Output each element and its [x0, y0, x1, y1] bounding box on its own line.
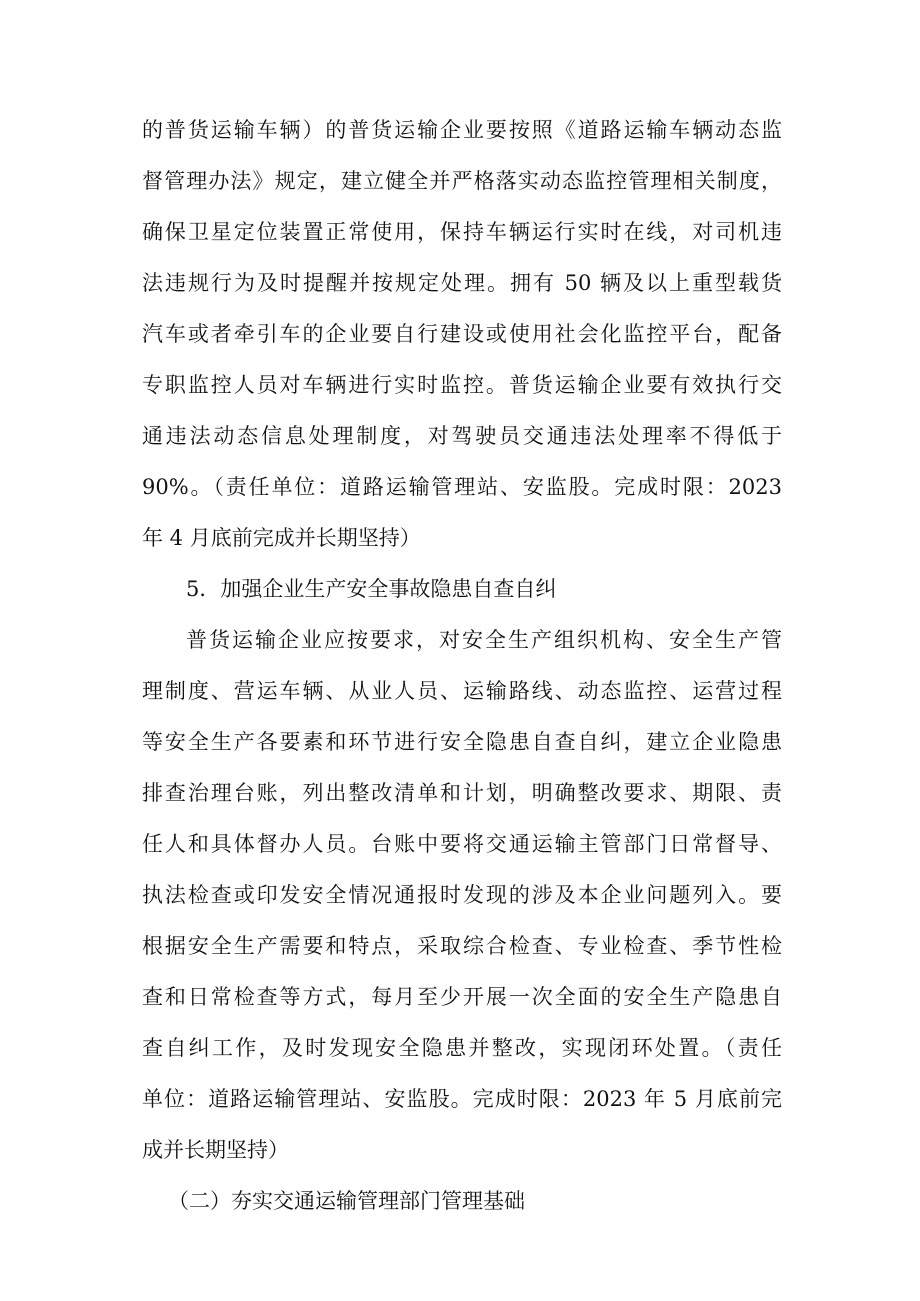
- paragraph-line: 年 4 月底前完成并长期坚持）: [142, 526, 421, 550]
- paragraph-line: 成并长期坚持）: [142, 1138, 289, 1162]
- paragraph-line: 督管理办法》规定，建立健全并严格落实动态监控管理相关制度，: [142, 169, 782, 193]
- section-2-heading: （二）夯实交通运输管理部门管理基础: [168, 1189, 525, 1213]
- paragraph-line: 执法检查或印发安全情况通报时发现的涉及本企业问题列入。要: [142, 883, 782, 907]
- paragraph-line: 理制度、营运车辆、从业人员、运输路线、动态监控、运营过程: [142, 679, 782, 703]
- paragraph-line: 确保卫星定位装置正常使用，保持车辆运行实时在线，对司机违: [142, 220, 782, 244]
- paragraph-line: 的普货运输车辆）的普货运输企业要按照《道路运输车辆动态监: [142, 118, 782, 142]
- paragraph-line: 专职监控人员对车辆进行实时监控。普货运输企业要有效执行交: [142, 373, 782, 397]
- paragraph-line: 汽车或者牵引车的企业要自行建设或使用社会化监控平台，配备: [142, 322, 782, 346]
- paragraph-line: 90%。（责任单位：道路运输管理站、安监股。完成时限：2023: [142, 475, 782, 499]
- paragraph-line: 排查治理台账，列出整改清单和计划，明确整改要求、期限、责: [142, 781, 782, 805]
- item-5-heading: 5．加强企业生产安全事故隐患自查自纠: [186, 577, 557, 601]
- paragraph-line: 等安全生产各要素和环节进行安全隐患自查自纠，建立企业隐患: [142, 730, 782, 754]
- paragraph-line: 通违法动态信息处理制度，对驾驶员交通违法处理率不得低于: [142, 424, 782, 448]
- paragraph-line: 普货运输企业应按要求，对安全生产组织机构、安全生产管: [186, 628, 782, 652]
- paragraph-line: 法违规行为及时提醒并按规定处理。拥有 50 辆及以上重型载货: [142, 271, 782, 295]
- paragraph-line: 单位：道路运输管理站、安监股。完成时限：2023 年 5 月底前完: [142, 1087, 782, 1111]
- paragraph-line: 任人和具体督办人员。台账中要将交通运输主管部门日常督导、: [142, 832, 782, 856]
- paragraph-line: 查和日常检查等方式，每月至少开展一次全面的安全生产隐患自: [142, 985, 782, 1009]
- paragraph-line: 查自纠工作，及时发现安全隐患并整改，实现闭环处置。（责任: [142, 1036, 782, 1060]
- paragraph-line: 根据安全生产需要和特点，采取综合检查、专业检查、季节性检: [142, 934, 782, 958]
